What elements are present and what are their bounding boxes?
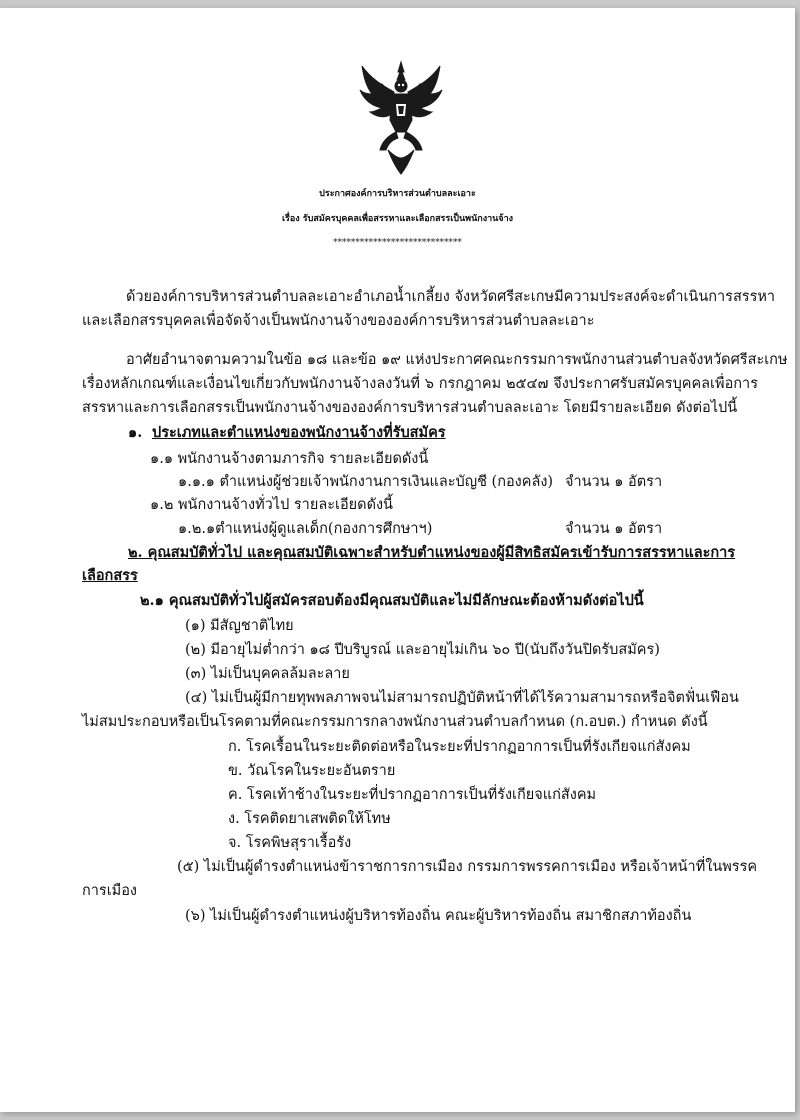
disease-item: ก. โรคเรื้อนในระยะติดต่อหรือในระยะที่ปรากฏอาการเป็นที่รังเกียจแก่สังคม bbox=[228, 739, 691, 755]
section1-sub2-item: ๑.๒.๑ตำแหน่งผู้ดูแลเด็ก(กองการศึกษาฯ) bbox=[178, 521, 433, 537]
qualification-item4-line2: ไม่สมประกอบหรือเป็นโรคตามที่คณะกรรมการกลางพนักงานส่วนตำบลกำหนด (ก.อบต.) กำหนด ดังนี้ bbox=[82, 714, 708, 730]
intro-p1-line2: และเลือกสรรบุคคลเพื่อจัดจ้างเป็นพนักงานจ้างขององค์การบริหารส่วนตำบลละเอาะ bbox=[82, 313, 595, 329]
disease-item: ค. โรคเท้าช้างในระยะที่ปรากฏอาการเป็นที่รังเกียจแก่สังคม bbox=[228, 787, 597, 803]
intro-p1-line1: ด้วยองค์การบริหารส่วนตำบลละเอาะอำเภอน้ำเกลี้ยง จังหวัดศรีสะเกษมีความประสงค์จะดำเนินการสรรหา bbox=[126, 289, 776, 305]
section1-sub1-count: จำนวน ๑ อัตรา bbox=[565, 474, 663, 490]
section2-heading-line1: ๒. คุณสมบัติทั่วไป และคุณสมบัติเฉพาะสำหรับตำแหน่งของผู้มีสิทธิสมัครเข้ารับการสรรหาและการ bbox=[128, 544, 736, 561]
announcement-title: ประกาศองค์การบริหารส่วนตำบลละเอาะ bbox=[319, 189, 476, 199]
section1-heading: ประเภทและตำแหน่งของพนักงานจ้างที่รับสมัคร bbox=[152, 424, 446, 441]
intro-p2-line1: อาศัยอำนาจตามความในข้อ ๑๘ และข้อ ๑๙ แห่งประกาศคณะกรรมการพนักงานส่วนตำบลจังหวัดศรีสะเกษ bbox=[126, 352, 788, 368]
divider-stars: ***************************** bbox=[333, 238, 462, 248]
disease-item: จ. โรคพิษสุราเรื้อรัง bbox=[228, 835, 352, 851]
qualification-item6: (๖) ไม่เป็นผู้ดำรงตำแหน่งผู้บริหารท้องถิ่น คณะผู้บริหารท้องถิ่น สมาชิกสภาท้องถิ่น bbox=[185, 908, 692, 924]
section1-sub2: ๑.๒ พนักงานจ้างทั่วไป รายละเอียดดังนี้ bbox=[150, 497, 393, 513]
section1-sub1-item: ๑.๑.๑ ตำแหน่งผู้ช่วยเจ้าพนักงานการเงินและบัญชี (กองคลัง) bbox=[178, 474, 554, 490]
document-page bbox=[0, 8, 795, 1112]
section2-sub1: ๒.๑ คุณสมบัติทั่วไปผู้สมัครสอบต้องมีคุณสมบัติและไม่มีลักษณะต้องห้ามดังต่อไปนี้ bbox=[140, 592, 644, 609]
qualification-item: (๑) มีสัญชาติไทย bbox=[185, 618, 294, 634]
section1-sub2-count: จำนวน ๑ อัตรา bbox=[565, 521, 663, 537]
disease-item: ง. โรคติดยาเสพติดให้โทษ bbox=[228, 811, 391, 827]
intro-p2-line3: สรรหาและการเลือกสรรเป็นพนักงานจ้างขององค์การบริหารส่วนตำบลละเอาะ โดยมีรายละเอียด ดังต่อไปนี้ bbox=[82, 400, 738, 416]
qualification-item: (๓) ไม่เป็นบุคคลล้มละลาย bbox=[185, 666, 350, 682]
announcement-subject: เรื่อง รับสมัครบุคคลเพื่อสรรหาและเลือกสรรเป็นพนักงานจ้าง bbox=[281, 214, 514, 224]
qualification-item5-line1: (๕) ไม่เป็นผู้ดำรงตำแหน่งข้าราชการการเมือง กรรมการพรรคการเมือง หรือเจ้าหน้าที่ในพรรค bbox=[177, 859, 758, 875]
qualification-item4-line1: (๔) ไม่เป็นผู้มีกายทุพพลภาพจนไม่สามารถปฏิบัติหน้าที่ได้ไร้ความสามารถหรือจิตฟั่นเฟือน bbox=[185, 690, 739, 706]
section2-heading-line2: เลือกสรร bbox=[82, 567, 138, 584]
section1-number: ๑. bbox=[128, 424, 143, 441]
qualification-item: (๒) มีอายุไม่ต่ำกว่า ๑๘ ปีบริบูรณ์ และอายุไม่เกิน ๖๐ ปี(นับถึงวันปิดรับสมัคร) bbox=[185, 642, 660, 658]
qualification-item5-line2: การเมือง bbox=[82, 883, 138, 899]
disease-item: ข. วัณโรคในระยะอันตราย bbox=[228, 763, 396, 779]
section1-sub1: ๑.๑ พนักงานจ้างตามภารกิจ รายละเอียดดังนี้ bbox=[150, 451, 429, 467]
intro-p2-line2: เรื่องหลักเกณฑ์และเงื่อนไขเกี่ยวกับพนักงานจ้างลงวันที่ ๖ กรกฎาคม ๒๕๔๗ จึงประกาศรับสมัครบุคคลเพื่อการ bbox=[82, 376, 758, 392]
garuda-emblem bbox=[358, 60, 444, 176]
